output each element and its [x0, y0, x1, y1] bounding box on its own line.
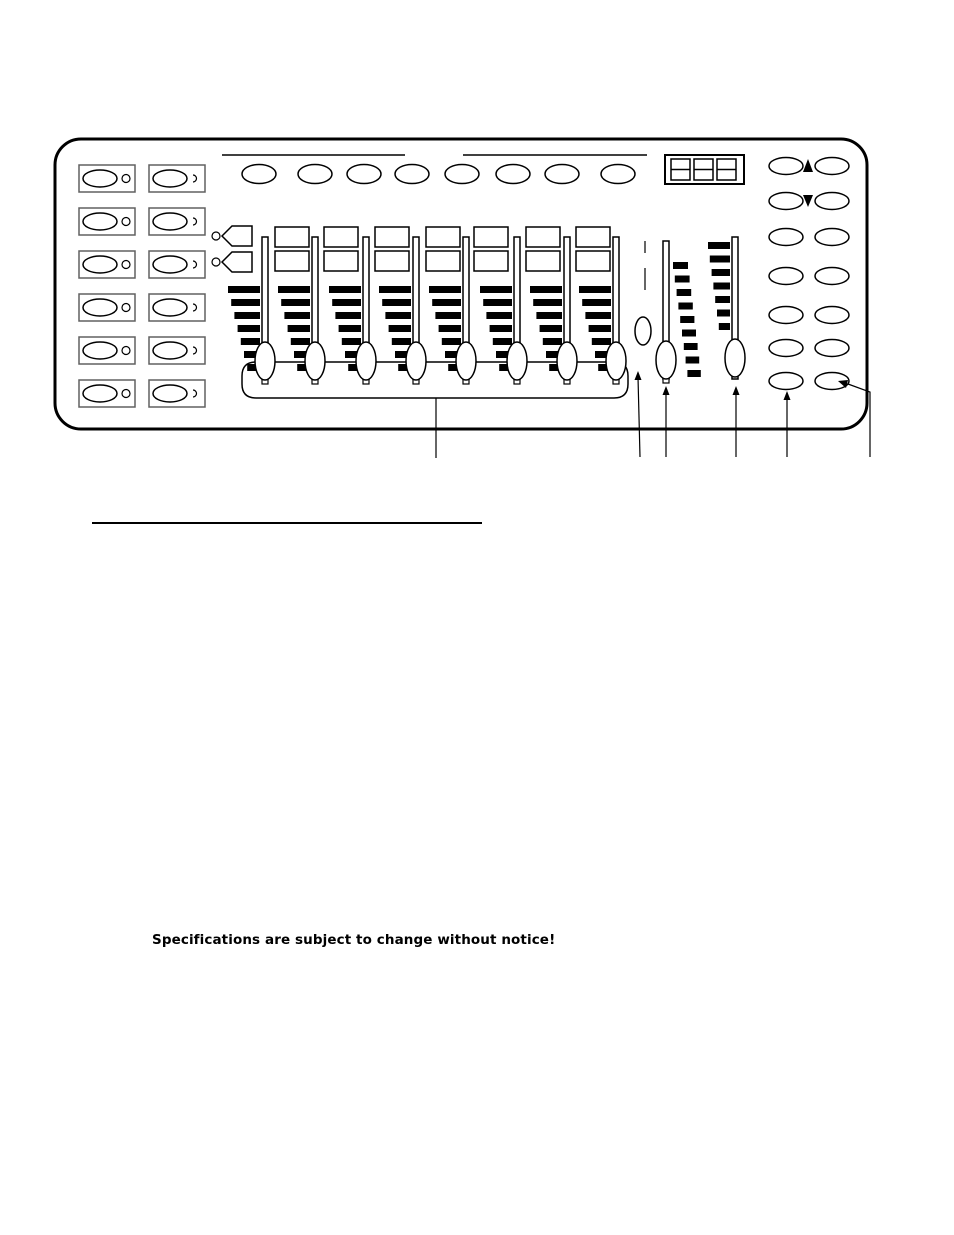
- fader-scale-mark: [480, 286, 512, 293]
- control-button[interactable]: [815, 229, 849, 246]
- fader-scale-mark: [389, 325, 411, 332]
- control-button[interactable]: [815, 340, 849, 357]
- fader-scale-mark: [530, 286, 562, 293]
- arrow-up-icon: [803, 159, 813, 172]
- channel-label-top: [275, 227, 309, 247]
- fader-scale-mark: [342, 338, 361, 345]
- channel-label-bottom: [375, 251, 409, 271]
- channel-label-bottom: [526, 251, 560, 271]
- scanner-led: [122, 175, 130, 183]
- control-button[interactable]: [815, 193, 849, 210]
- scanner-led: [122, 390, 130, 398]
- speed-scale-mark: [686, 357, 700, 364]
- fade-scale-mark: [719, 323, 730, 330]
- speed-scale-mark: [687, 370, 700, 377]
- fader-scale-mark: [284, 312, 310, 319]
- channel-label-top: [324, 227, 358, 247]
- control-button[interactable]: [769, 307, 803, 324]
- fader-knob[interactable]: [507, 342, 527, 380]
- fader-scale-mark: [589, 325, 611, 332]
- scanner-button[interactable]: [83, 170, 117, 187]
- channel-label-top: [426, 227, 460, 247]
- spec-notice: Specifications are subject to change without notice!: [152, 932, 556, 948]
- control-button[interactable]: [769, 340, 803, 357]
- fader-scale-mark: [339, 325, 361, 332]
- scene-button[interactable]: [395, 165, 429, 184]
- channel-label-top: [526, 227, 560, 247]
- control-button[interactable]: [815, 158, 849, 175]
- speed-scale-mark: [684, 343, 698, 350]
- callout-arrow-icon: [733, 386, 740, 395]
- fader-scale-mark: [291, 338, 310, 345]
- channel-label-top: [375, 227, 409, 247]
- speed-scale-mark: [675, 276, 690, 283]
- fader-scale-mark: [435, 312, 461, 319]
- fader-scale-mark: [288, 325, 310, 332]
- scene-button[interactable]: [298, 165, 332, 184]
- fader-scale-mark: [533, 299, 562, 306]
- control-button[interactable]: [769, 193, 803, 210]
- speed-scale-mark: [678, 303, 692, 310]
- callout-line: [638, 377, 640, 457]
- channel-label-bottom: [576, 251, 610, 271]
- speed-fader: [635, 237, 745, 383]
- scanner-button[interactable]: [153, 256, 187, 273]
- fader-scale-mark: [432, 299, 461, 306]
- fader-knob[interactable]: [255, 342, 275, 380]
- callout-arrow-icon: [635, 371, 642, 380]
- scanner-button[interactable]: [153, 299, 187, 316]
- scanner-button[interactable]: [153, 342, 187, 359]
- fader-scale-mark: [439, 325, 461, 332]
- fader-scale-mark: [543, 338, 562, 345]
- fader-scale-mark: [228, 286, 260, 293]
- fader-scale-mark: [592, 338, 611, 345]
- fader-scale-mark: [234, 312, 260, 319]
- fader-scale-mark: [483, 299, 512, 306]
- fade-scale-mark: [715, 296, 730, 303]
- speed-scale-mark: [682, 330, 696, 337]
- callout-lines: [436, 371, 870, 458]
- fader-scale-mark: [540, 325, 562, 332]
- fader-scale-mark: [429, 286, 461, 293]
- scanner-led: [122, 347, 130, 355]
- channel-label-bottom: [275, 251, 309, 271]
- channel-label-bottom: [324, 251, 358, 271]
- scanner-button[interactable]: [83, 342, 117, 359]
- fader-knob[interactable]: [356, 342, 376, 380]
- scanner-button[interactable]: [83, 256, 117, 273]
- channel-label-top: [474, 227, 508, 247]
- fade-scale-mark: [717, 310, 730, 317]
- callout-arrow-icon: [663, 386, 670, 395]
- fader-scale-mark: [536, 312, 562, 319]
- bank-button[interactable]: [222, 226, 252, 246]
- section-rule: [92, 522, 482, 524]
- scanner-led: [122, 218, 130, 226]
- fade-scale-mark: [712, 269, 730, 276]
- fader-knob[interactable]: [557, 342, 577, 380]
- fader-scale-mark: [329, 286, 361, 293]
- control-button[interactable]: [815, 307, 849, 324]
- scene-button[interactable]: [601, 165, 635, 184]
- scanner-button[interactable]: [153, 170, 187, 187]
- tap-button[interactable]: [635, 317, 651, 345]
- scene-button[interactable]: [496, 165, 530, 184]
- scanner-button[interactable]: [153, 213, 187, 230]
- bank-led: [212, 258, 220, 266]
- channel-label-bottom: [474, 251, 508, 271]
- fade-scale-mark: [713, 283, 730, 290]
- fader-scale-mark: [582, 299, 611, 306]
- led-display: [665, 155, 744, 184]
- scanner-led: [122, 304, 130, 312]
- fade-scale-mark: [708, 242, 730, 249]
- scene-buttons: [242, 165, 635, 184]
- fader-scale-mark: [281, 299, 310, 306]
- fade-scale-mark: [710, 256, 730, 263]
- fader-scale-mark: [490, 325, 512, 332]
- arrow-down-icon: [803, 195, 813, 207]
- fader-scale-mark: [231, 299, 260, 306]
- fader-scale-mark: [585, 312, 611, 319]
- scanner-button[interactable]: [153, 385, 187, 402]
- fader-scale-mark: [493, 338, 512, 345]
- scanner-buttons: [79, 165, 205, 407]
- fader-scale-mark: [241, 338, 260, 345]
- speed-scale-mark: [680, 316, 694, 323]
- speed-scale-mark: [673, 262, 688, 269]
- speed-knob[interactable]: [656, 341, 676, 379]
- scene-button[interactable]: [242, 165, 276, 184]
- bank-button[interactable]: [222, 252, 252, 272]
- scanner-button[interactable]: [83, 299, 117, 316]
- scene-button[interactable]: [347, 165, 381, 184]
- fader-scale-mark: [332, 299, 361, 306]
- scanner-button[interactable]: [83, 385, 117, 402]
- control-button[interactable]: [815, 268, 849, 285]
- fader-scale-mark: [278, 286, 310, 293]
- control-buttons: [769, 158, 849, 390]
- control-button[interactable]: [769, 268, 803, 285]
- scanner-led: [122, 261, 130, 269]
- fade-knob[interactable]: [725, 339, 745, 377]
- fader-knob[interactable]: [456, 342, 476, 380]
- control-button[interactable]: [769, 158, 803, 175]
- fader-scale-mark: [385, 312, 411, 319]
- control-button[interactable]: [769, 373, 803, 390]
- fader-scale-mark: [382, 299, 411, 306]
- fader-scale-mark: [238, 325, 260, 332]
- channel-faders: [228, 227, 628, 398]
- bank-led: [212, 232, 220, 240]
- bank-selector: [212, 226, 252, 272]
- fader-knob[interactable]: [606, 342, 626, 380]
- channel-label-bottom: [426, 251, 460, 271]
- speed-scale-mark: [677, 289, 692, 296]
- fader-knob[interactable]: [406, 342, 426, 380]
- scene-button[interactable]: [545, 165, 579, 184]
- fader-scale-mark: [579, 286, 611, 293]
- fader-scale-mark: [335, 312, 361, 319]
- scanner-button[interactable]: [83, 213, 117, 230]
- control-button[interactable]: [769, 229, 803, 246]
- fader-scale-mark: [392, 338, 411, 345]
- scene-button[interactable]: [445, 165, 479, 184]
- callout-arrow-icon: [784, 391, 791, 400]
- channel-label-top: [576, 227, 610, 247]
- fader-scale-mark: [442, 338, 461, 345]
- fader-knob[interactable]: [305, 342, 325, 380]
- fader-scale-mark: [486, 312, 512, 319]
- fader-scale-mark: [379, 286, 411, 293]
